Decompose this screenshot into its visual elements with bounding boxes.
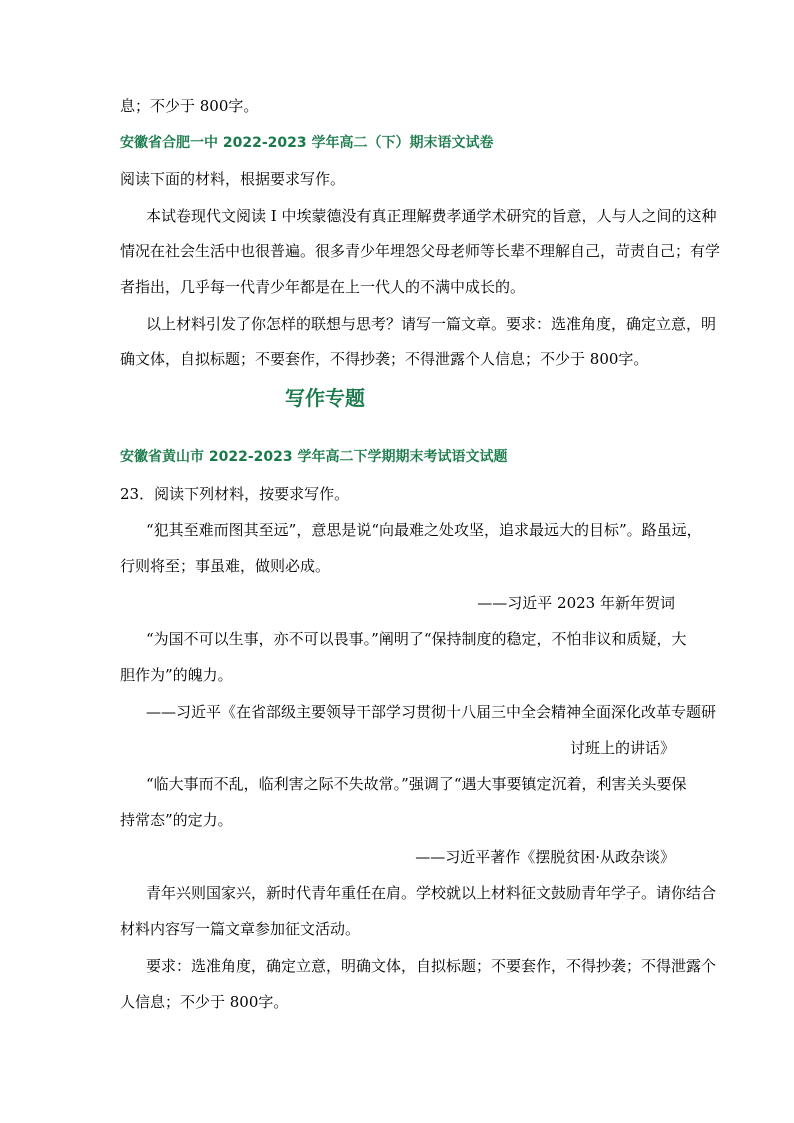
section1-instruction: 阅读下面的材料，根据要求写作。	[120, 170, 346, 188]
section2-heading: 安徽省黄山市 2022-2023 学年高二下学期期末考试语文试题	[120, 449, 508, 465]
quote2-source-line2: 讨班上的讲话》	[569, 739, 675, 757]
quote1-source: ——习近平 2023 年新年贺词	[477, 594, 675, 612]
section1-para1-line2: 情况在社会生活中也很普遍。很多青少年埋怨父母老师等长辈不理解自己，苛责自己；有学	[120, 242, 721, 260]
quote3-source: ——习近平著作《摆脱贫困·从政杂谈》	[415, 848, 675, 866]
quote2-line2: 胆作为”的魄力。	[120, 666, 233, 684]
section1-para2-line2: 确文体，自拟标题；不要套作，不得抄袭；不得泄露个人信息；不少于 800字。	[120, 350, 649, 368]
requirement-line1: 要求：选准角度，确定立意，明确文体，自拟标题；不要套作，不得抄袭；不得泄露个	[146, 957, 717, 975]
quote2-source-line1: ——习近平《在省部级主要领导干部学习贯彻十八届三中全会精神全面深化改革专题研	[146, 703, 717, 721]
quote2-line1: “为国不可以生事，亦不可以畏事。”阐明了“保持制度的稳定，不怕非议和质疑，大	[146, 630, 687, 648]
question-prompt: 23．阅读下列材料，按要求写作。	[120, 485, 350, 503]
quote1-line2: 行则将至；事虽难，做则必成。	[120, 557, 331, 575]
quote3-line2: 持常态”的定力。	[120, 811, 233, 829]
quote1-line1: “犯其至难而图其至远”，意思是说“向最难之处攻坚，追求最远大的目标”。路虽远，	[146, 521, 702, 539]
task-line2: 材料内容写一篇文章参加征文活动。	[120, 920, 361, 938]
continuation-text: 息；不少于 800字。	[120, 97, 259, 115]
section1-para1-line1: 本试卷现代文阅读 I 中埃蒙德没有真正理解费孝通学术研究的旨意，人与人之间的这种	[146, 207, 717, 225]
section-title: 写作专题	[285, 386, 365, 410]
section1-para1-line3: 者指出，几乎每一代青少年都是在上一代人的不满中成长的。	[120, 278, 526, 296]
section1-para2-line1: 以上材料引发了你怎样的联想与思考？请写一篇文章。要求：选准角度，确定立意，明	[146, 315, 717, 333]
requirement-line2: 人信息；不少于 800字。	[120, 993, 289, 1011]
section1-heading: 安徽省合肥一中 2022-2023 学年高二（下）期末语文试卷	[120, 135, 494, 151]
task-line1: 青年兴则国家兴，新时代青年重任在肩。学校就以上材料征文鼓励青年学子。请你结合	[146, 884, 717, 902]
quote3-line1: “临大事而不乱，临利害之际不失故常。”强调了“遇大事要镇定沉着，利害关头要保	[146, 775, 687, 793]
